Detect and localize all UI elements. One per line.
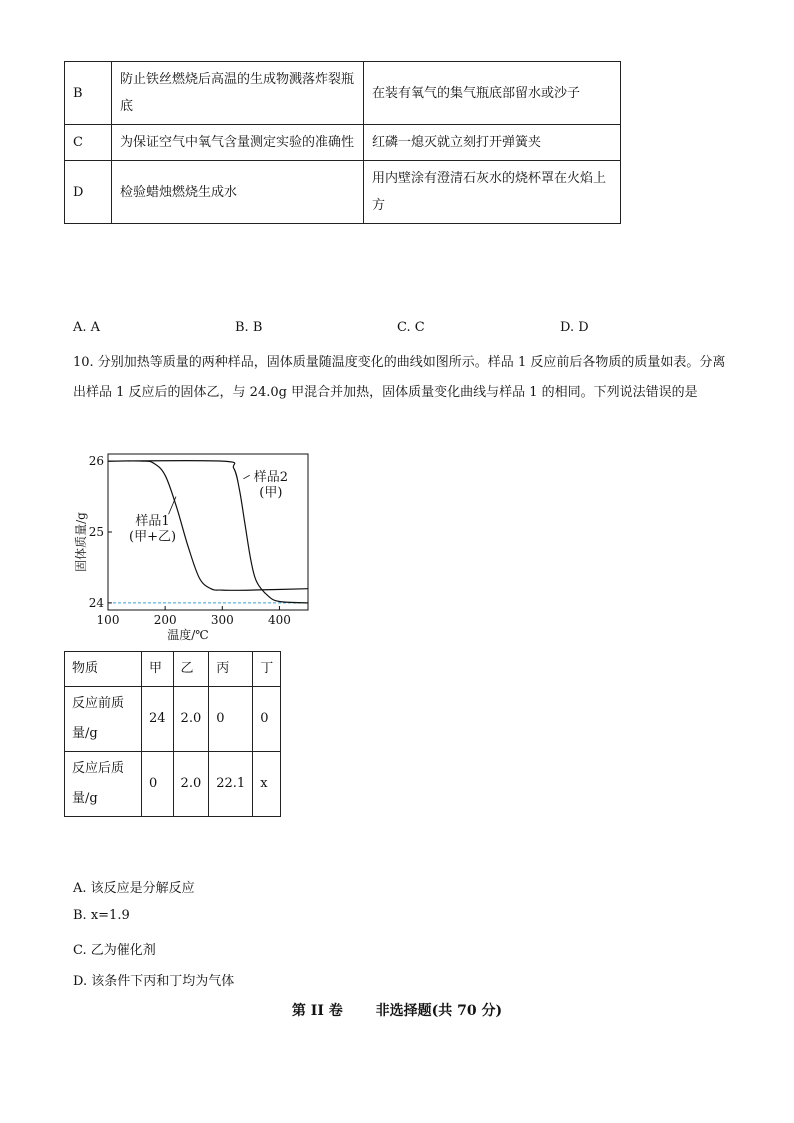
series-label-1: 样品1 [135, 513, 170, 529]
answer-c[interactable]: C. 乙为催化剂 [73, 943, 156, 958]
choice-c[interactable]: C. C [397, 320, 425, 335]
header-cell: 乙 [173, 652, 209, 687]
option-method: 用内壁涂有澄清石灰水的烧杯罩在火焰上方 [364, 161, 621, 224]
answer-a[interactable]: A. 该反应是分解反应 [73, 881, 195, 896]
table-header-row [65, 652, 281, 687]
options-table [64, 61, 621, 224]
series-leader-2 [243, 475, 249, 479]
table-row [65, 125, 621, 161]
section-volume: 第 II 卷 [291, 1003, 343, 1019]
table-row [65, 161, 621, 224]
row-label: 反应后质量/g [65, 752, 142, 817]
question-10-text: 10. 分别加热等质量的两种样品，固体质量随温度变化的曲线如图所示。样品 1 反应前后各物质的质量如表。分离出样品 1 反应后的固体乙，与 24.0g 甲混合并加热，固体质量变化曲线与样品 1 的相同。下列说法错误的是 [73, 355, 726, 400]
option-method: 在装有氧气的集气瓶底部留水或沙子 [364, 62, 621, 125]
choice-b[interactable]: B. B [235, 320, 263, 335]
table-cell: x [253, 752, 281, 817]
table-cell: 2.0 [173, 687, 209, 752]
mass-table [64, 651, 281, 817]
header-cell: 丁 [253, 652, 281, 687]
option-letter: B [65, 62, 112, 125]
section-title [0, 1000, 794, 1020]
series-sublabel-1: (甲+乙) [129, 529, 177, 545]
table-cell: 0 [253, 687, 281, 752]
mass-temperature-chart [60, 440, 320, 645]
table-cell: 0 [209, 687, 253, 752]
header-cell: 丙 [209, 652, 253, 687]
series-label-2: 样品2 [253, 469, 288, 485]
choice-a[interactable]: A. A [73, 320, 101, 335]
option-purpose: 防止铁丝燃烧后高温的生成物溅落炸裂瓶底 [112, 62, 364, 125]
y-axis-label: 固体质量/g [74, 512, 88, 572]
series-leader-1 [169, 497, 176, 515]
table-row [65, 752, 281, 817]
row-label: 反应前质量/g [65, 687, 142, 752]
option-purpose: 为保证空气中氧气含量测定实验的准确性 [112, 125, 364, 161]
x-tick-label: 200 [153, 613, 177, 627]
table-cell: 22.1 [209, 752, 253, 817]
table-cell: 24 [142, 687, 174, 752]
y-tick-label: 25 [88, 525, 104, 539]
x-tick-label: 100 [96, 613, 120, 627]
option-letter: C [65, 125, 112, 161]
table-cell: 2.0 [173, 752, 209, 817]
series-sublabel-2: (甲) [259, 485, 283, 501]
table-cell: 0 [142, 752, 174, 817]
section-name: 非选择题(共 70 分) [375, 1003, 503, 1019]
choice-d[interactable]: D. D [560, 320, 589, 335]
y-tick-label: 24 [88, 595, 104, 610]
x-axis-label: 温度/℃ [167, 628, 209, 642]
table-row [65, 687, 281, 752]
header-cell: 甲 [142, 652, 174, 687]
option-method: 红磷一熄灭就立刻打开弹簧夹 [364, 125, 621, 161]
y-tick-label: 26 [88, 454, 104, 469]
header-cell: 物质 [65, 652, 142, 687]
answer-b[interactable]: B. x=1.9 [73, 908, 130, 923]
x-tick-label: 400 [267, 613, 291, 627]
answer-d[interactable]: D. 该条件下丙和丁均为气体 [73, 974, 235, 989]
table-row [65, 62, 621, 125]
option-letter: D [65, 161, 112, 224]
x-tick-label: 300 [210, 613, 234, 627]
option-purpose: 检验蜡烛燃烧生成水 [112, 161, 364, 224]
